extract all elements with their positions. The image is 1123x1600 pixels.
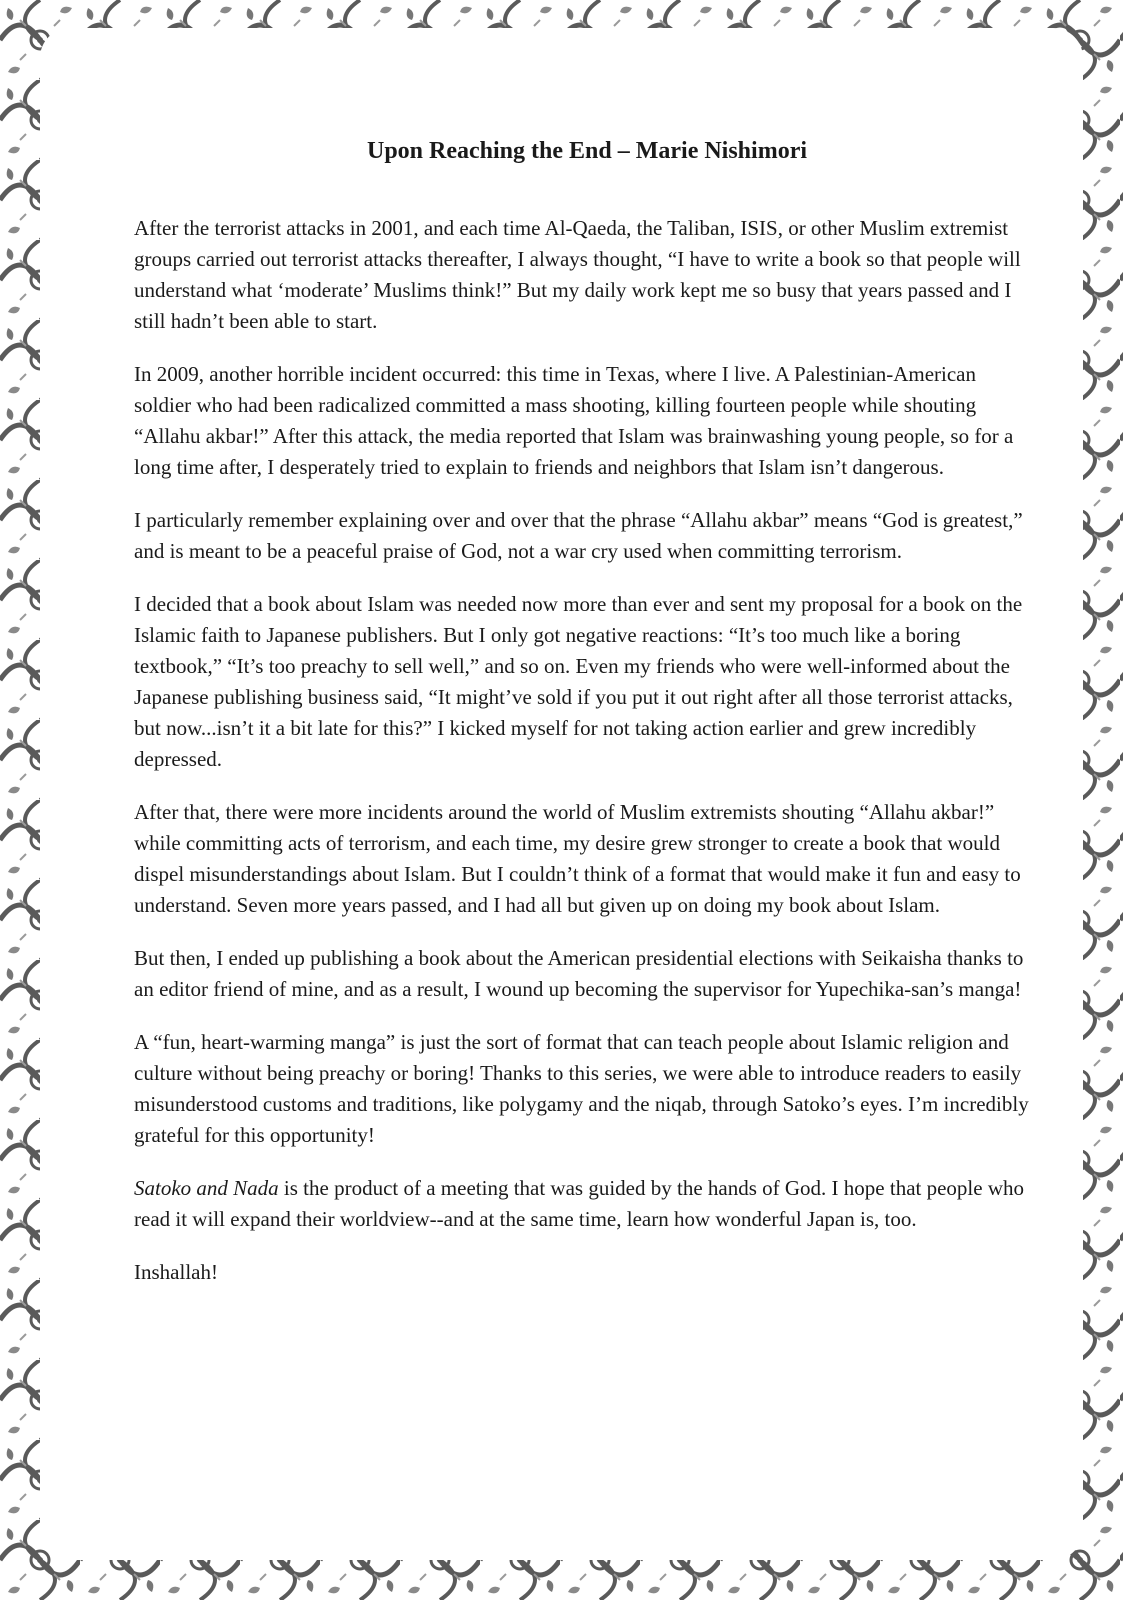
article — [134, 136, 1034, 1310]
page-title — [134, 136, 1034, 166]
paragraph-6: But then, I ended up publishing a book about the American presidential elections with Seikaisha thanks to an editor friend of mine, and as a result, I wound up becoming the supervisor for Yupechika-san’s manga! — [134, 946, 1024, 1001]
author-name: Marie Nishimori — [635, 138, 808, 164]
book-title: Satoko and Nada — [134, 1176, 279, 1200]
paragraph-7: A “fun, heart-warming manga” is just the sort of format that can teach people about Islamic religion and culture without being preachy or boring! Thanks to this series, we were able to introduce readers to easily misunderstood customs and traditions, like polygamy and the niqab, through Satoko’s eyes. I’m incredibly grateful for this opportunity! — [134, 1030, 1029, 1147]
paragraph-5: After that, there were more incidents around the world of Muslim extremists shouting “Allahu akbar!” while committing acts of terrorism, and each time, my desire grew stronger to create a book that would dispel misunderstandings about Islam. But I couldn’t think of a format that would make it fun and easy to understand. Seven more years passed, and I had all but given up on doing my book about Islam. — [134, 800, 1021, 917]
title-separator: – — [611, 138, 636, 164]
paragraph-2: In 2009, another horrible incident occurred: this time in Texas, where I live. A Palestinian-American soldier who had been radicalized committed a mass shooting, killing fourteen people while shouting “Allahu akbar!” After this attack, the media reported that Islam was brainwashing young people, so for a long time after, I desperately tried to explain to friends and neighbors that Islam isn’t dangerous. — [134, 362, 1014, 479]
paragraph-4: I decided that a book about Islam was needed now more than ever and sent my proposal for a book on the Islamic faith to Japanese publishers. But I only got negative reactions: “It’s too much like a boring textbook,” “It’s too preachy to sell well,” and so on. Even my friends who were well-informed about the Japanese publishing business said, “It might’ve sold if you put it out right after all those terrorist attacks, but now...isn’t it a bit late for this?” I kicked myself for not taking action earlier and grew incredibly depressed. — [134, 592, 1023, 771]
sign-off: Inshallah! — [134, 1260, 218, 1284]
title-main: Upon Reaching the End — [366, 138, 612, 164]
paragraph-3: I particularly remember explaining over and over that the phrase “Allahu akbar” means “God is greatest,” and is meant to be a peaceful praise of God, not a war cry used when committing terrorism. — [134, 508, 1023, 563]
paragraph-1: After the terrorist attacks in 2001, and each time Al-Qaeda, the Taliban, ISIS, or other Muslim extremist groups carried out terrorist attacks thereafter, I always thought, “I have to write a book so that people will understand what ‘moderate’ Muslims think!” But my daily work kept me so busy that years passed and I still hadn’t been able to start. — [134, 216, 1021, 333]
paragraph-8-text: is the product of a meeting that was guided by the hands of God. I hope that people who read it will expand their worldview--and at the same time, learn how wonderful Japan is, too. — [134, 1176, 1024, 1231]
paragraph-8 — [134, 1173, 1034, 1235]
